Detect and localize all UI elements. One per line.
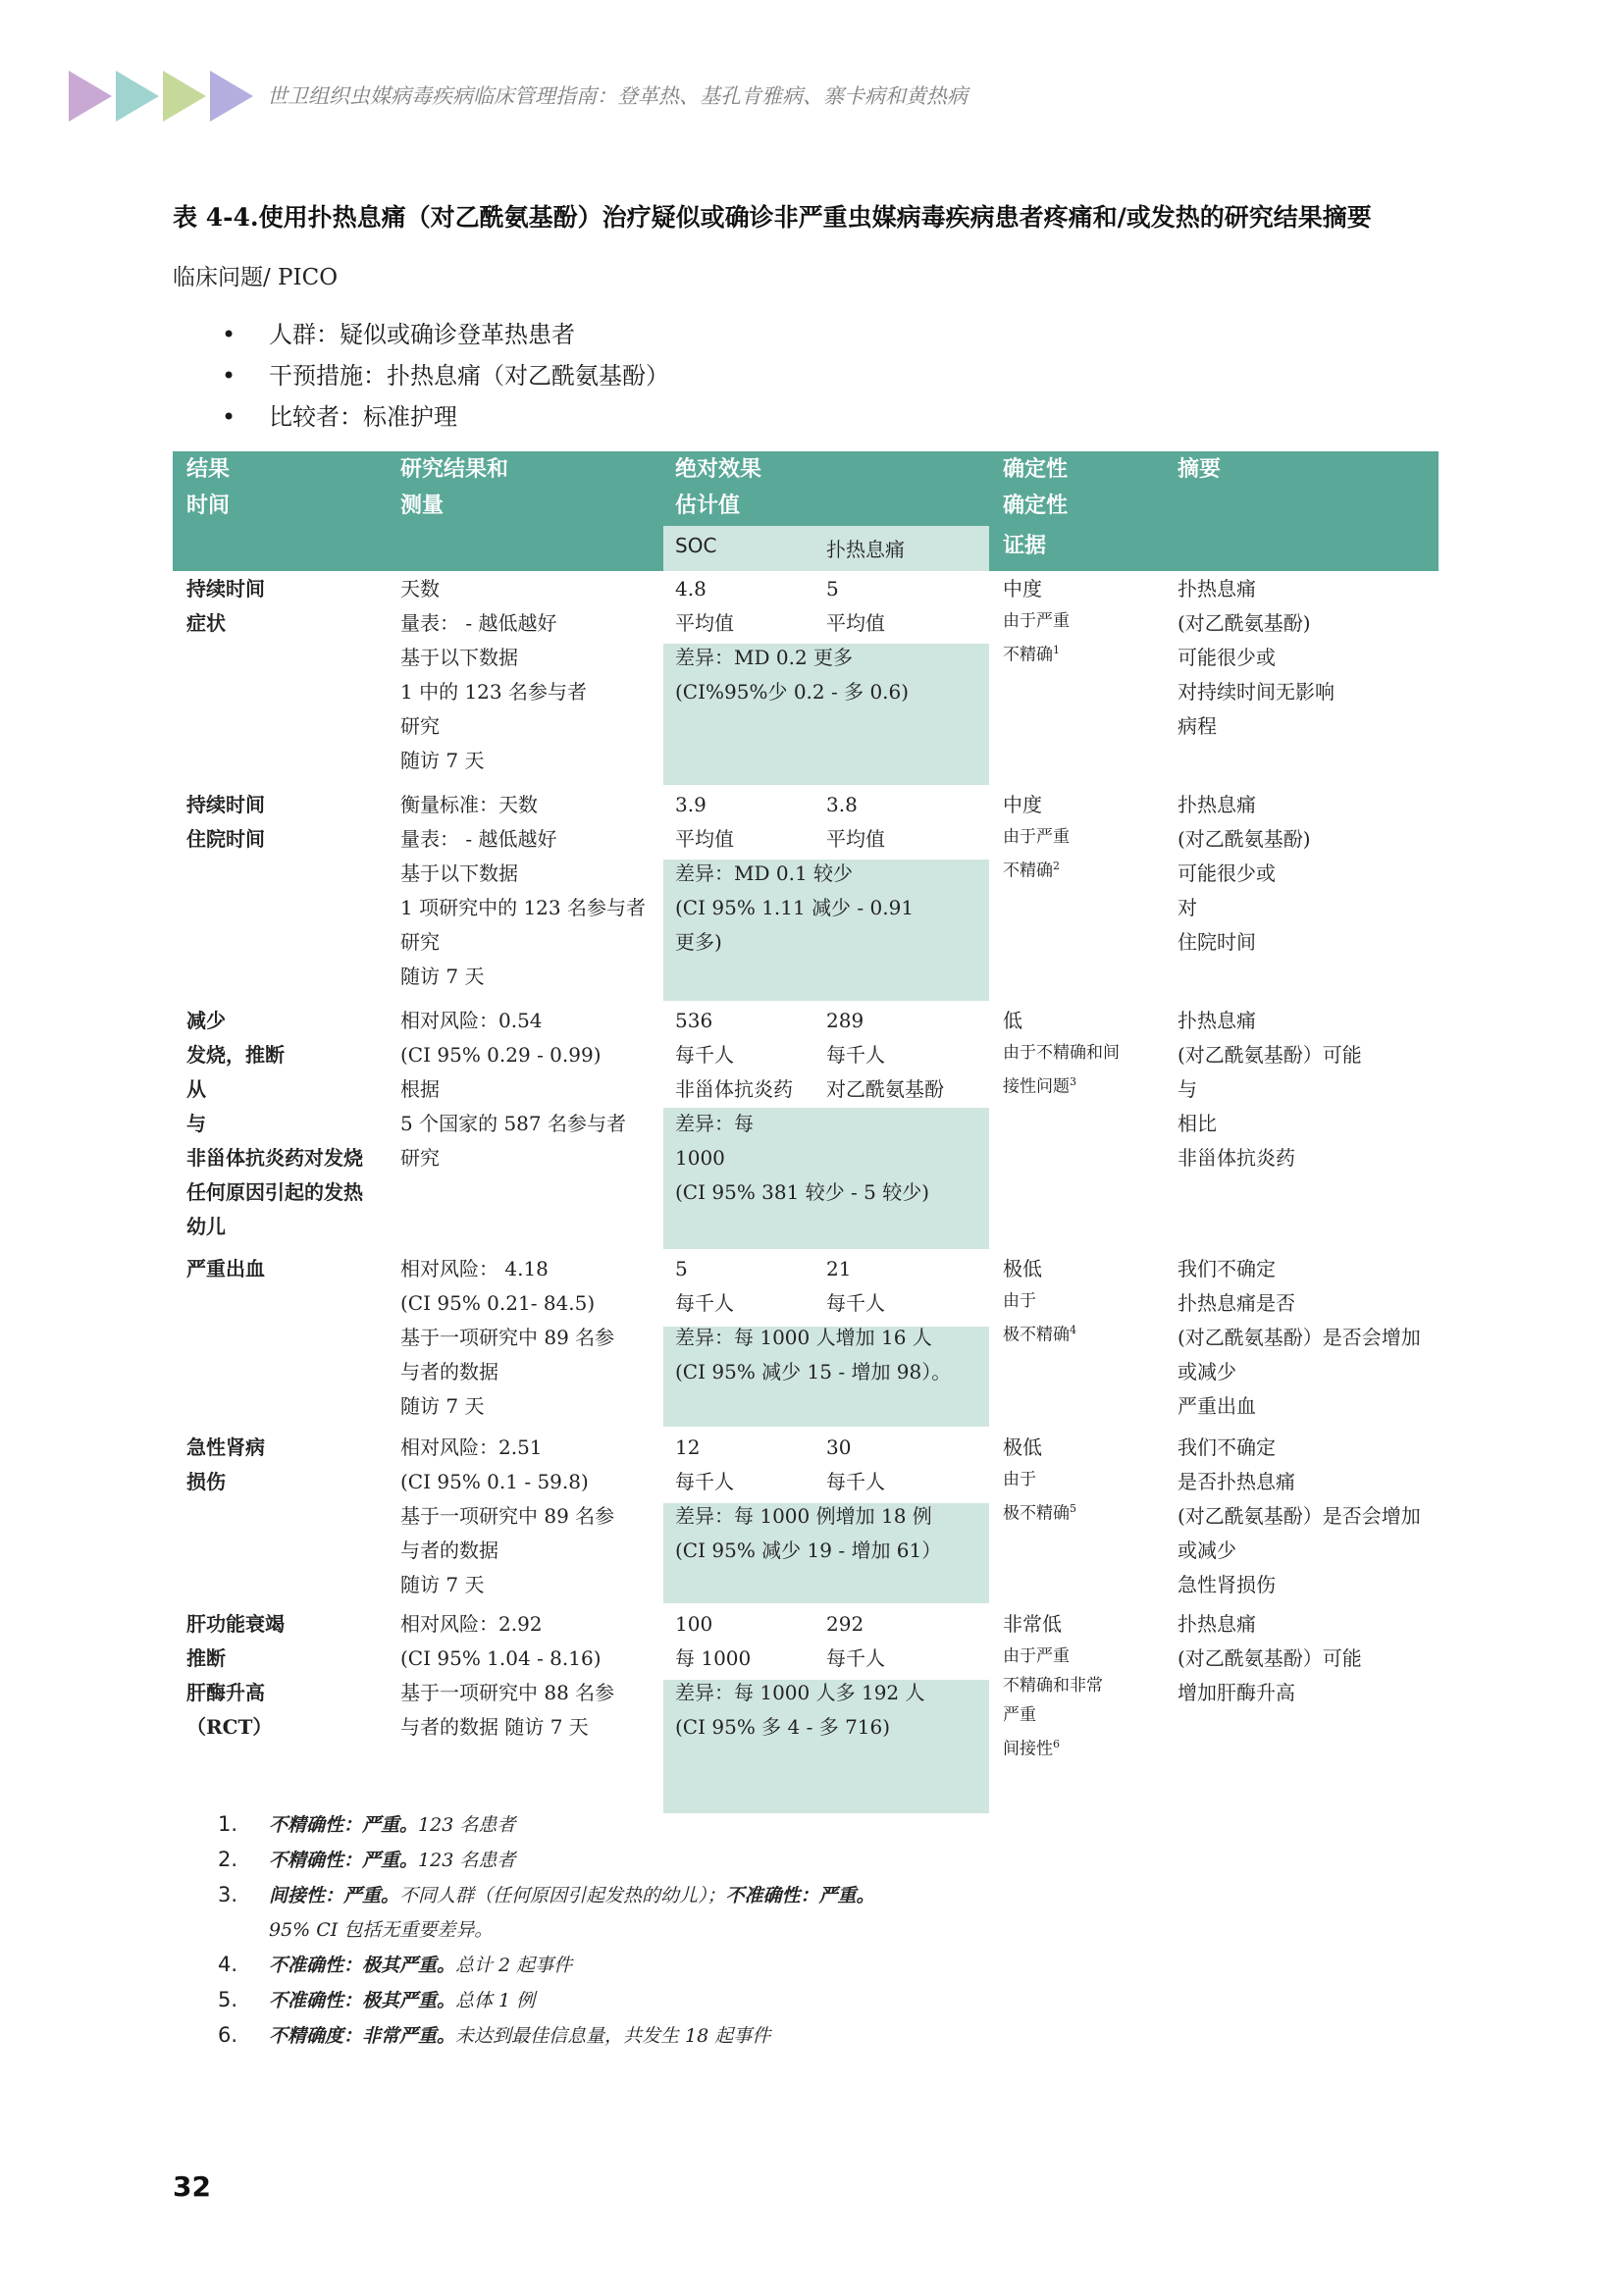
- cell-line: 研究: [400, 714, 440, 738]
- footnote-item: [218, 1807, 875, 1843]
- pico-comparator: 比较者：标准护理: [269, 403, 457, 431]
- footnote-marker: 5: [1070, 1502, 1076, 1515]
- difference-line: (CI 95% 减少 19 - 增加 61）: [675, 1539, 942, 1562]
- cell-line: 非常低: [1003, 1612, 1062, 1636]
- difference-line: 差异：每 1000 人增加 16 人: [675, 1326, 932, 1349]
- pico-population: 人群：疑似或确诊登革热患者: [269, 321, 575, 348]
- cell-line: 相对风险：2.92: [400, 1612, 543, 1636]
- cell-line: 基于一项研究中 88 名参: [400, 1681, 615, 1704]
- cell-line: 极低: [1003, 1435, 1042, 1459]
- header-decoration-arrows: [69, 71, 257, 122]
- cell-line: 每千人: [675, 1291, 734, 1315]
- pico-heading: 临床问题/ PICO: [173, 265, 339, 290]
- row-certainty: [1003, 1607, 1103, 1764]
- cell-line: 推断: [186, 1646, 226, 1670]
- cell-line: 1 项研究中的 123 名参与者: [400, 896, 646, 919]
- cell-line: 中度: [1003, 793, 1042, 816]
- row-paracetamol: [826, 572, 885, 641]
- cell-line: 量表： - 越低越好: [400, 827, 557, 851]
- cell-line: 接性问题: [1003, 1076, 1070, 1097]
- header-text: 研究结果和: [400, 456, 509, 482]
- row-outcome: [186, 1004, 363, 1244]
- cell-line: 每千人: [826, 1470, 885, 1493]
- row-paracetamol: [826, 1607, 885, 1676]
- cell-line: (对乙酰氨基酚）可能: [1178, 1646, 1362, 1670]
- cell-line: 536: [675, 1009, 713, 1032]
- cell-line: 基于以下数据: [400, 646, 518, 669]
- row-certainty: [1003, 572, 1070, 670]
- footnote-number: 3.: [218, 1883, 238, 1906]
- cell-line: 严重出血: [1178, 1394, 1256, 1418]
- cell-line: 由于严重: [1003, 1646, 1070, 1666]
- cell-line: 持续时间: [186, 577, 265, 600]
- cell-line: 急性肾病: [186, 1435, 265, 1459]
- cell-line: 根据: [400, 1077, 440, 1101]
- cell-line: 与者的数据 随访 7 天: [400, 1715, 589, 1739]
- cell-line: 21: [826, 1257, 852, 1280]
- row-measure: [400, 1607, 614, 1745]
- row-outcome: [186, 1252, 265, 1286]
- table-header: [173, 451, 1439, 571]
- row-certainty: [1003, 1431, 1076, 1529]
- cell-line: 平均值: [675, 611, 734, 635]
- cell-line: 天数: [400, 577, 440, 600]
- footnote-marker: 1: [1053, 644, 1060, 656]
- row-paracetamol: [826, 1252, 885, 1321]
- footnote-number: 1.: [218, 1812, 238, 1836]
- cell-line: 相对风险：0.54: [400, 1009, 543, 1032]
- header-effect: [675, 451, 761, 524]
- cell-line: 扑热息痛是否: [1178, 1291, 1295, 1315]
- row-summary: [1178, 1252, 1421, 1424]
- cell-line: (CI 95% 0.21- 84.5): [400, 1291, 596, 1315]
- cell-line: 4.8: [675, 577, 707, 600]
- footnote-text: 不同人群（任何原因引起发热的幼儿）；: [399, 1885, 726, 1906]
- header-measure: [400, 451, 508, 524]
- cell-line: 100: [675, 1612, 713, 1636]
- footnote-text: 123 名患者: [418, 1850, 516, 1871]
- cell-line: 由于严重: [1003, 611, 1070, 631]
- footnote-label: 不准确性：极其严重。: [269, 1990, 456, 2011]
- cell-line: 对乙酰氨基酚: [826, 1077, 944, 1101]
- cell-line: 1 中的 123 名参与者: [400, 680, 587, 704]
- cell-line: 由于: [1003, 1291, 1036, 1311]
- arrow-icon: [116, 71, 159, 122]
- arrow-icon: [163, 71, 206, 122]
- cell-line: 基于以下数据: [400, 861, 518, 885]
- cell-line: 可能很少或: [1178, 646, 1276, 669]
- row-measure: [400, 788, 646, 994]
- difference-line: 1000: [675, 1146, 725, 1170]
- cell-line: 可能很少或: [1178, 861, 1276, 885]
- list-item: [222, 355, 669, 396]
- cell-line: 持续时间: [186, 793, 265, 816]
- row-summary: [1178, 1607, 1362, 1710]
- footnote-label: 不精确性：严重。: [269, 1814, 419, 1836]
- footnote-label: 间接性：严重。: [269, 1885, 400, 1906]
- cell-line: 研究: [400, 930, 440, 954]
- cell-line: 我们不确定: [1178, 1257, 1276, 1280]
- cell-line: 平均值: [675, 827, 734, 851]
- cell-line: 是否扑热息痛: [1178, 1470, 1295, 1493]
- cell-line: 平均值: [826, 827, 885, 851]
- cell-line: 或减少: [1178, 1360, 1236, 1383]
- cell-line: 每千人: [826, 1043, 885, 1067]
- cell-line: 扑热息痛: [1178, 577, 1256, 600]
- footnote-number: 6.: [218, 2023, 238, 2047]
- header-certainty: [1003, 451, 1068, 564]
- row-outcome: [186, 1607, 285, 1745]
- header-paracetamol: 扑热息痛: [826, 538, 905, 561]
- cell-line: 基于一项研究中 89 名参: [400, 1326, 615, 1349]
- cell-line: 增加肝酶升高: [1178, 1681, 1295, 1704]
- cell-line: 发烧，推断: [186, 1043, 285, 1067]
- difference-line: 差异：每 1000 例增加 18 例: [675, 1504, 932, 1528]
- cell-line: 平均值: [826, 611, 885, 635]
- row-summary: [1178, 572, 1335, 744]
- footnote-text: 总计 2 起事件: [455, 1955, 573, 1976]
- row-certainty: [1003, 1252, 1076, 1350]
- row-outcome: [186, 572, 265, 641]
- cell-line: (CI 95% 0.1 - 59.8): [400, 1470, 589, 1493]
- bullet-icon: •: [222, 362, 236, 390]
- table-title: 表 4-4.使用扑热息痛（对乙酰氨基酚）治疗疑似或确诊非严重虫媒病毒疾病患者疼痛和/或发热的研究结果摘要: [173, 203, 1372, 232]
- cell-line: 急性肾损伤: [1178, 1573, 1276, 1596]
- header-text: 时间: [186, 493, 231, 518]
- cell-line: 相对风险： 4.18: [400, 1257, 549, 1280]
- row-summary: [1178, 1004, 1362, 1175]
- difference-line: 差异：MD 0.2 更多: [675, 646, 854, 669]
- cell-line: 衡量标准：天数: [400, 793, 538, 816]
- row-certainty: [1003, 788, 1070, 886]
- cell-line: 5 个国家的 587 名参与者: [400, 1112, 626, 1135]
- row-measure: [400, 1004, 626, 1175]
- cell-line: 3.8: [826, 793, 858, 816]
- cell-line: 相对风险：2.51: [400, 1435, 543, 1459]
- difference-line: 更多): [675, 930, 722, 954]
- cell-line: (对乙酰氨基酚): [1178, 611, 1311, 635]
- cell-line: 扑热息痛: [1178, 793, 1256, 816]
- header-summary: 摘要: [1178, 456, 1222, 482]
- footnote-item: [218, 2018, 875, 2054]
- cell-line: 对持续时间无影响: [1178, 680, 1335, 704]
- cell-line: 3.9: [675, 793, 707, 816]
- list-item: [222, 396, 669, 438]
- cell-line: 由于: [1003, 1470, 1036, 1489]
- cell-line: 每千人: [675, 1043, 734, 1067]
- header-text: 确定性: [1003, 456, 1069, 482]
- cell-line: 中度: [1003, 577, 1042, 600]
- footnote-text: 123 名患者: [418, 1814, 516, 1836]
- row-soc: [675, 1252, 951, 1389]
- row-soc: [675, 1607, 925, 1745]
- cell-line: 非甾体抗炎药: [1178, 1146, 1295, 1170]
- footnote-continuation: 95% CI 包括无重要差异。: [269, 1919, 494, 1941]
- header-text: 测量: [400, 493, 445, 518]
- pico-intervention: 干预措施：扑热息痛（对乙酰氨基酚）: [269, 362, 669, 390]
- cell-line: 12: [675, 1435, 701, 1459]
- cell-line: 289: [826, 1009, 864, 1032]
- bullet-icon: •: [222, 321, 236, 348]
- cell-line: 与者的数据: [400, 1539, 498, 1562]
- cell-line: 不精确和非常: [1003, 1676, 1103, 1696]
- cell-line: 极不精确: [1003, 1503, 1070, 1524]
- cell-line: 5: [826, 577, 839, 600]
- cell-line: 对: [1178, 896, 1197, 919]
- footnote-item: [218, 1948, 875, 1983]
- cell-line: 任何原因引起的发热: [186, 1180, 363, 1204]
- cell-line: 不精确: [1003, 861, 1053, 881]
- pico-list: [222, 314, 669, 438]
- cell-line: 从: [186, 1077, 206, 1101]
- cell-line: 基于一项研究中 89 名参: [400, 1504, 615, 1528]
- footnote-text: 总体 1 例: [455, 1990, 536, 2011]
- cell-line: 随访 7 天: [400, 749, 485, 772]
- cell-line: （RCT）: [186, 1715, 273, 1739]
- footnote-label: 不准确性：严重。: [725, 1885, 875, 1906]
- row-outcome: [186, 788, 265, 857]
- footnote-text: 未达到最佳信息量，共发生 18 起事件: [455, 2025, 771, 2047]
- footnote-number: 4.: [218, 1953, 238, 1976]
- row-paracetamol: [826, 788, 885, 857]
- cell-line: (对乙酰氨基酚）可能: [1178, 1043, 1362, 1067]
- cell-line: (CI 95% 0.29 - 0.99): [400, 1043, 602, 1067]
- row-certainty: [1003, 1004, 1120, 1102]
- header-text: 结果: [186, 456, 231, 482]
- cell-line: 每 1000: [675, 1646, 752, 1670]
- cell-line: 非甾体抗炎药对发烧: [186, 1146, 363, 1170]
- cell-line: 随访 7 天: [400, 965, 485, 988]
- row-measure: [400, 572, 587, 778]
- difference-line: (CI 95% 减少 15 - 增加 98）。: [675, 1360, 952, 1383]
- footnotes: [218, 1807, 875, 2054]
- row-paracetamol: [826, 1004, 944, 1107]
- cell-line: (对乙酰氨基酚）是否会增加: [1178, 1504, 1421, 1528]
- footnote-marker: 4: [1070, 1324, 1076, 1336]
- cell-line: 随访 7 天: [400, 1394, 485, 1418]
- cell-line: 随访 7 天: [400, 1573, 485, 1596]
- cell-line: 肝酶升高: [186, 1681, 265, 1704]
- cell-line: 或减少: [1178, 1539, 1236, 1562]
- difference-line: (CI 95% 1.11 减少 - 0.91: [675, 896, 915, 919]
- footnote-label: 不精确性：严重。: [269, 1850, 419, 1871]
- arrow-icon: [69, 71, 112, 122]
- row-outcome: [186, 1431, 265, 1499]
- footnote-item: [218, 1843, 875, 1878]
- cell-line: 每千人: [826, 1646, 885, 1670]
- cell-line: 不精确: [1003, 645, 1053, 665]
- cell-line: 每千人: [826, 1291, 885, 1315]
- cell-line: 与者的数据: [400, 1360, 498, 1383]
- cell-line: 病程: [1178, 714, 1217, 738]
- arrow-icon: [210, 71, 253, 122]
- cell-line: 减少: [186, 1009, 226, 1032]
- cell-line: 与: [186, 1112, 206, 1135]
- row-soc: [675, 1431, 941, 1568]
- row-summary: [1178, 788, 1311, 960]
- cell-line: 极不精确: [1003, 1325, 1070, 1345]
- header-soc: SOC: [675, 534, 717, 557]
- cell-line: 住院时间: [1178, 930, 1256, 954]
- header-text: 绝对效果: [675, 456, 762, 482]
- header-text: 证据: [1003, 533, 1047, 558]
- cell-line: 扑热息痛: [1178, 1009, 1256, 1032]
- difference-line: (CI 95% 多 4 - 多 716): [675, 1715, 891, 1739]
- difference-line: 差异：每: [675, 1112, 754, 1135]
- difference-line: (CI%95%少 0.2 - 多 0.6): [675, 680, 910, 704]
- cell-line: 研究: [400, 1146, 440, 1170]
- header-outcome: [186, 451, 230, 524]
- footnote-marker: 6: [1053, 1738, 1060, 1750]
- cell-line: 292: [826, 1612, 864, 1636]
- header-text: 估计值: [675, 493, 741, 518]
- cell-line: 低: [1003, 1009, 1022, 1032]
- footnote-label: 不精确度：非常严重。: [269, 2025, 456, 2047]
- footnote-number: 5.: [218, 1988, 238, 2011]
- cell-line: 由于不精确和间: [1003, 1043, 1120, 1063]
- difference-line: 差异：MD 0.1 较少: [675, 861, 854, 885]
- cell-line: 与: [1178, 1077, 1197, 1101]
- cell-line: 症状: [186, 611, 226, 635]
- footnote-label: 不准确性：极其严重。: [269, 1955, 456, 1976]
- cell-line: 量表： - 越低越好: [400, 611, 557, 635]
- header-text: 确定性: [1003, 493, 1069, 518]
- page-number: 32: [173, 2170, 211, 2203]
- footnote-marker: 2: [1053, 860, 1060, 872]
- footnote-number: 2.: [218, 1848, 238, 1871]
- effect-subheader: [663, 526, 989, 571]
- list-item: [222, 314, 669, 355]
- cell-line: 由于严重: [1003, 827, 1070, 847]
- cell-line: 严重出血: [186, 1257, 265, 1280]
- running-header: 世卫组织虫媒病毒疾病临床管理指南：登革热、基孔肯雅病、寨卡病和黄热病: [267, 84, 968, 108]
- cell-line: 幼儿: [186, 1215, 226, 1238]
- difference-line: 差异：每 1000 人多 192 人: [675, 1681, 925, 1704]
- cell-line: 住院时间: [186, 827, 265, 851]
- cell-line: 非甾体抗炎药: [675, 1077, 793, 1101]
- cell-line: 相比: [1178, 1112, 1217, 1135]
- difference-line: (CI 95% 381 较少 - 5 较少): [675, 1180, 930, 1204]
- footnote-marker: 3: [1070, 1075, 1076, 1088]
- cell-line: 每千人: [675, 1470, 734, 1493]
- cell-line: (对乙酰氨基酚）是否会增加: [1178, 1326, 1421, 1349]
- cell-line: (CI 95% 1.04 - 8.16): [400, 1646, 602, 1670]
- row-paracetamol: [826, 1431, 885, 1499]
- footnote-item: [218, 1878, 875, 1948]
- cell-line: 极低: [1003, 1257, 1042, 1280]
- cell-line: 肝功能衰竭: [186, 1612, 285, 1636]
- cell-line: 30: [826, 1435, 852, 1459]
- cell-line: 严重: [1003, 1705, 1036, 1725]
- cell-line: 间接性: [1003, 1739, 1053, 1759]
- footnote-item: [218, 1983, 875, 2018]
- cell-line: (对乙酰氨基酚): [1178, 827, 1311, 851]
- row-measure: [400, 1431, 614, 1602]
- cell-line: 扑热息痛: [1178, 1612, 1256, 1636]
- cell-line: 5: [675, 1257, 688, 1280]
- row-summary: [1178, 1431, 1421, 1602]
- bullet-icon: •: [222, 403, 236, 431]
- cell-line: 损伤: [186, 1470, 226, 1493]
- cell-line: 我们不确定: [1178, 1435, 1276, 1459]
- row-measure: [400, 1252, 614, 1424]
